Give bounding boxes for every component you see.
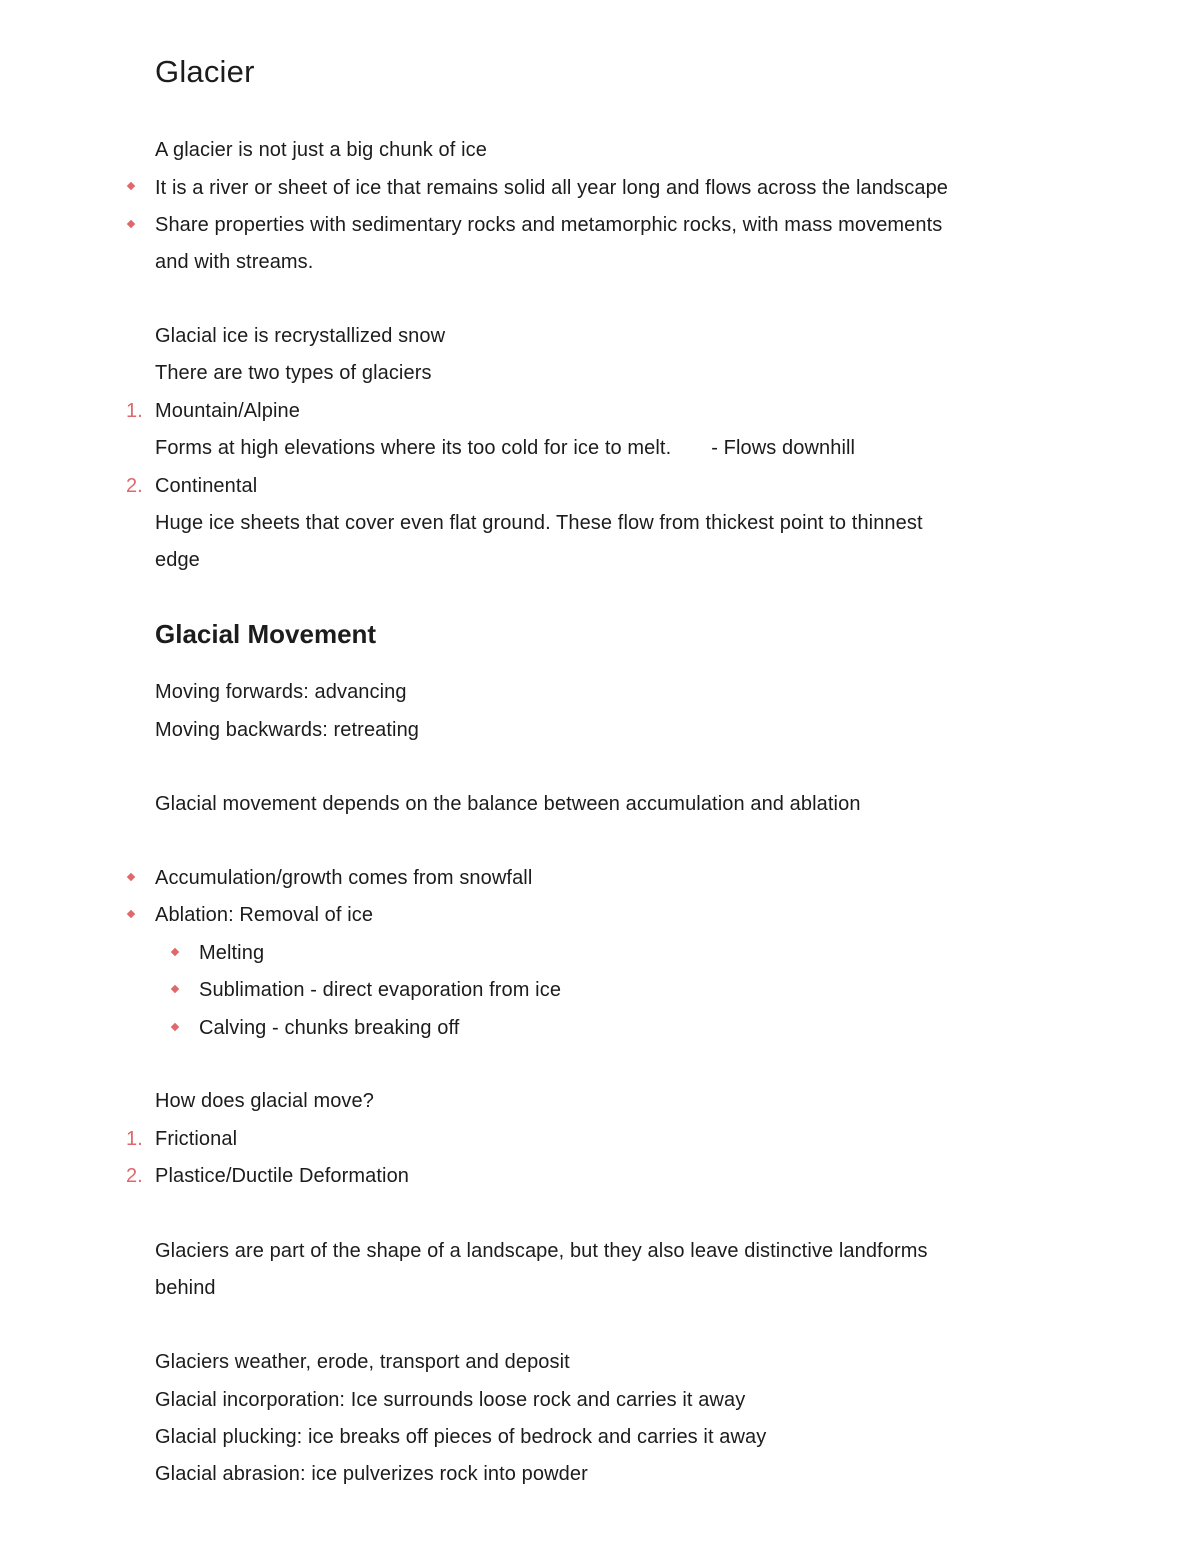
page-title: Glacier: [155, 54, 255, 89]
list-number: 1.: [126, 1128, 143, 1150]
sub-bullet-marker: [171, 985, 179, 993]
numbered-item-description: edge: [155, 549, 200, 571]
paragraph-text: Moving backwards: retreating: [155, 719, 420, 741]
paragraph-text: How does glacial move?: [155, 1090, 374, 1112]
bullet-marker: [127, 873, 135, 881]
numbered-item: Frictional: [155, 1128, 238, 1150]
list-item: Share properties with sedimentary rocks and metamorphic rocks, with mass movements: [155, 214, 943, 236]
paragraph-text: Glacial abrasion: ice pulverizes rock into powder: [155, 1463, 588, 1485]
paragraph-text: Glacial incorporation: Ice surrounds loose rock and carries it away: [155, 1389, 746, 1411]
list-number: 2.: [126, 1165, 143, 1187]
description-extra: - Flows downhill: [711, 437, 856, 459]
sub-list-item: Calving - chunks breaking off: [199, 1017, 460, 1039]
list-item: Ablation: Removal of ice: [155, 904, 374, 926]
sub-list-item: Sublimation - direct evaporation from ice: [199, 979, 562, 1001]
bullet-marker: [127, 182, 135, 190]
list-number: 1.: [126, 400, 143, 422]
paragraph-text: Glacial movement depends on the balance between accumulation and ablation: [155, 793, 861, 815]
paragraph-text: Glaciers weather, erode, transport and deposit: [155, 1351, 570, 1373]
numbered-item: Continental: [155, 475, 258, 497]
numbered-item: Plastice/Ductile Deformation: [155, 1165, 410, 1187]
description-text: Forms at high elevations where its too cold for ice to melt.: [155, 437, 672, 459]
paragraph-text: Glaciers are part of the shape of a landscape, but they also leave distinctive landforms: [155, 1240, 928, 1262]
numbered-item-description: [155, 434, 855, 462]
bullet-marker: [127, 220, 135, 228]
list-item-continuation: and with streams.: [155, 251, 314, 273]
numbered-item: Mountain/Alpine: [155, 400, 300, 422]
paragraph-text: There are two types of glaciers: [155, 362, 432, 384]
sub-bullet-marker: [171, 1023, 179, 1031]
intro-text: A glacier is not just a big chunk of ice: [155, 139, 487, 161]
paragraph-text: Glacial ice is recrystallized snow: [155, 325, 446, 347]
list-number: 2.: [126, 475, 143, 497]
paragraph-text: Moving forwards: advancing: [155, 681, 407, 703]
list-item: Accumulation/growth comes from snowfall: [155, 867, 533, 889]
sub-bullet-marker: [171, 948, 179, 956]
bullet-marker: [127, 910, 135, 918]
paragraph-text: Glacial plucking: ice breaks off pieces of bedrock and carries it away: [155, 1426, 767, 1448]
paragraph-text: behind: [155, 1277, 216, 1299]
section-heading: Glacial Movement: [155, 619, 377, 649]
numbered-item-description: Huge ice sheets that cover even flat ground. These flow from thickest point to thinnest: [155, 512, 923, 534]
list-item: It is a river or sheet of ice that remains solid all year long and flows across the landscape: [155, 177, 949, 199]
sub-list-item: Melting: [199, 942, 265, 964]
